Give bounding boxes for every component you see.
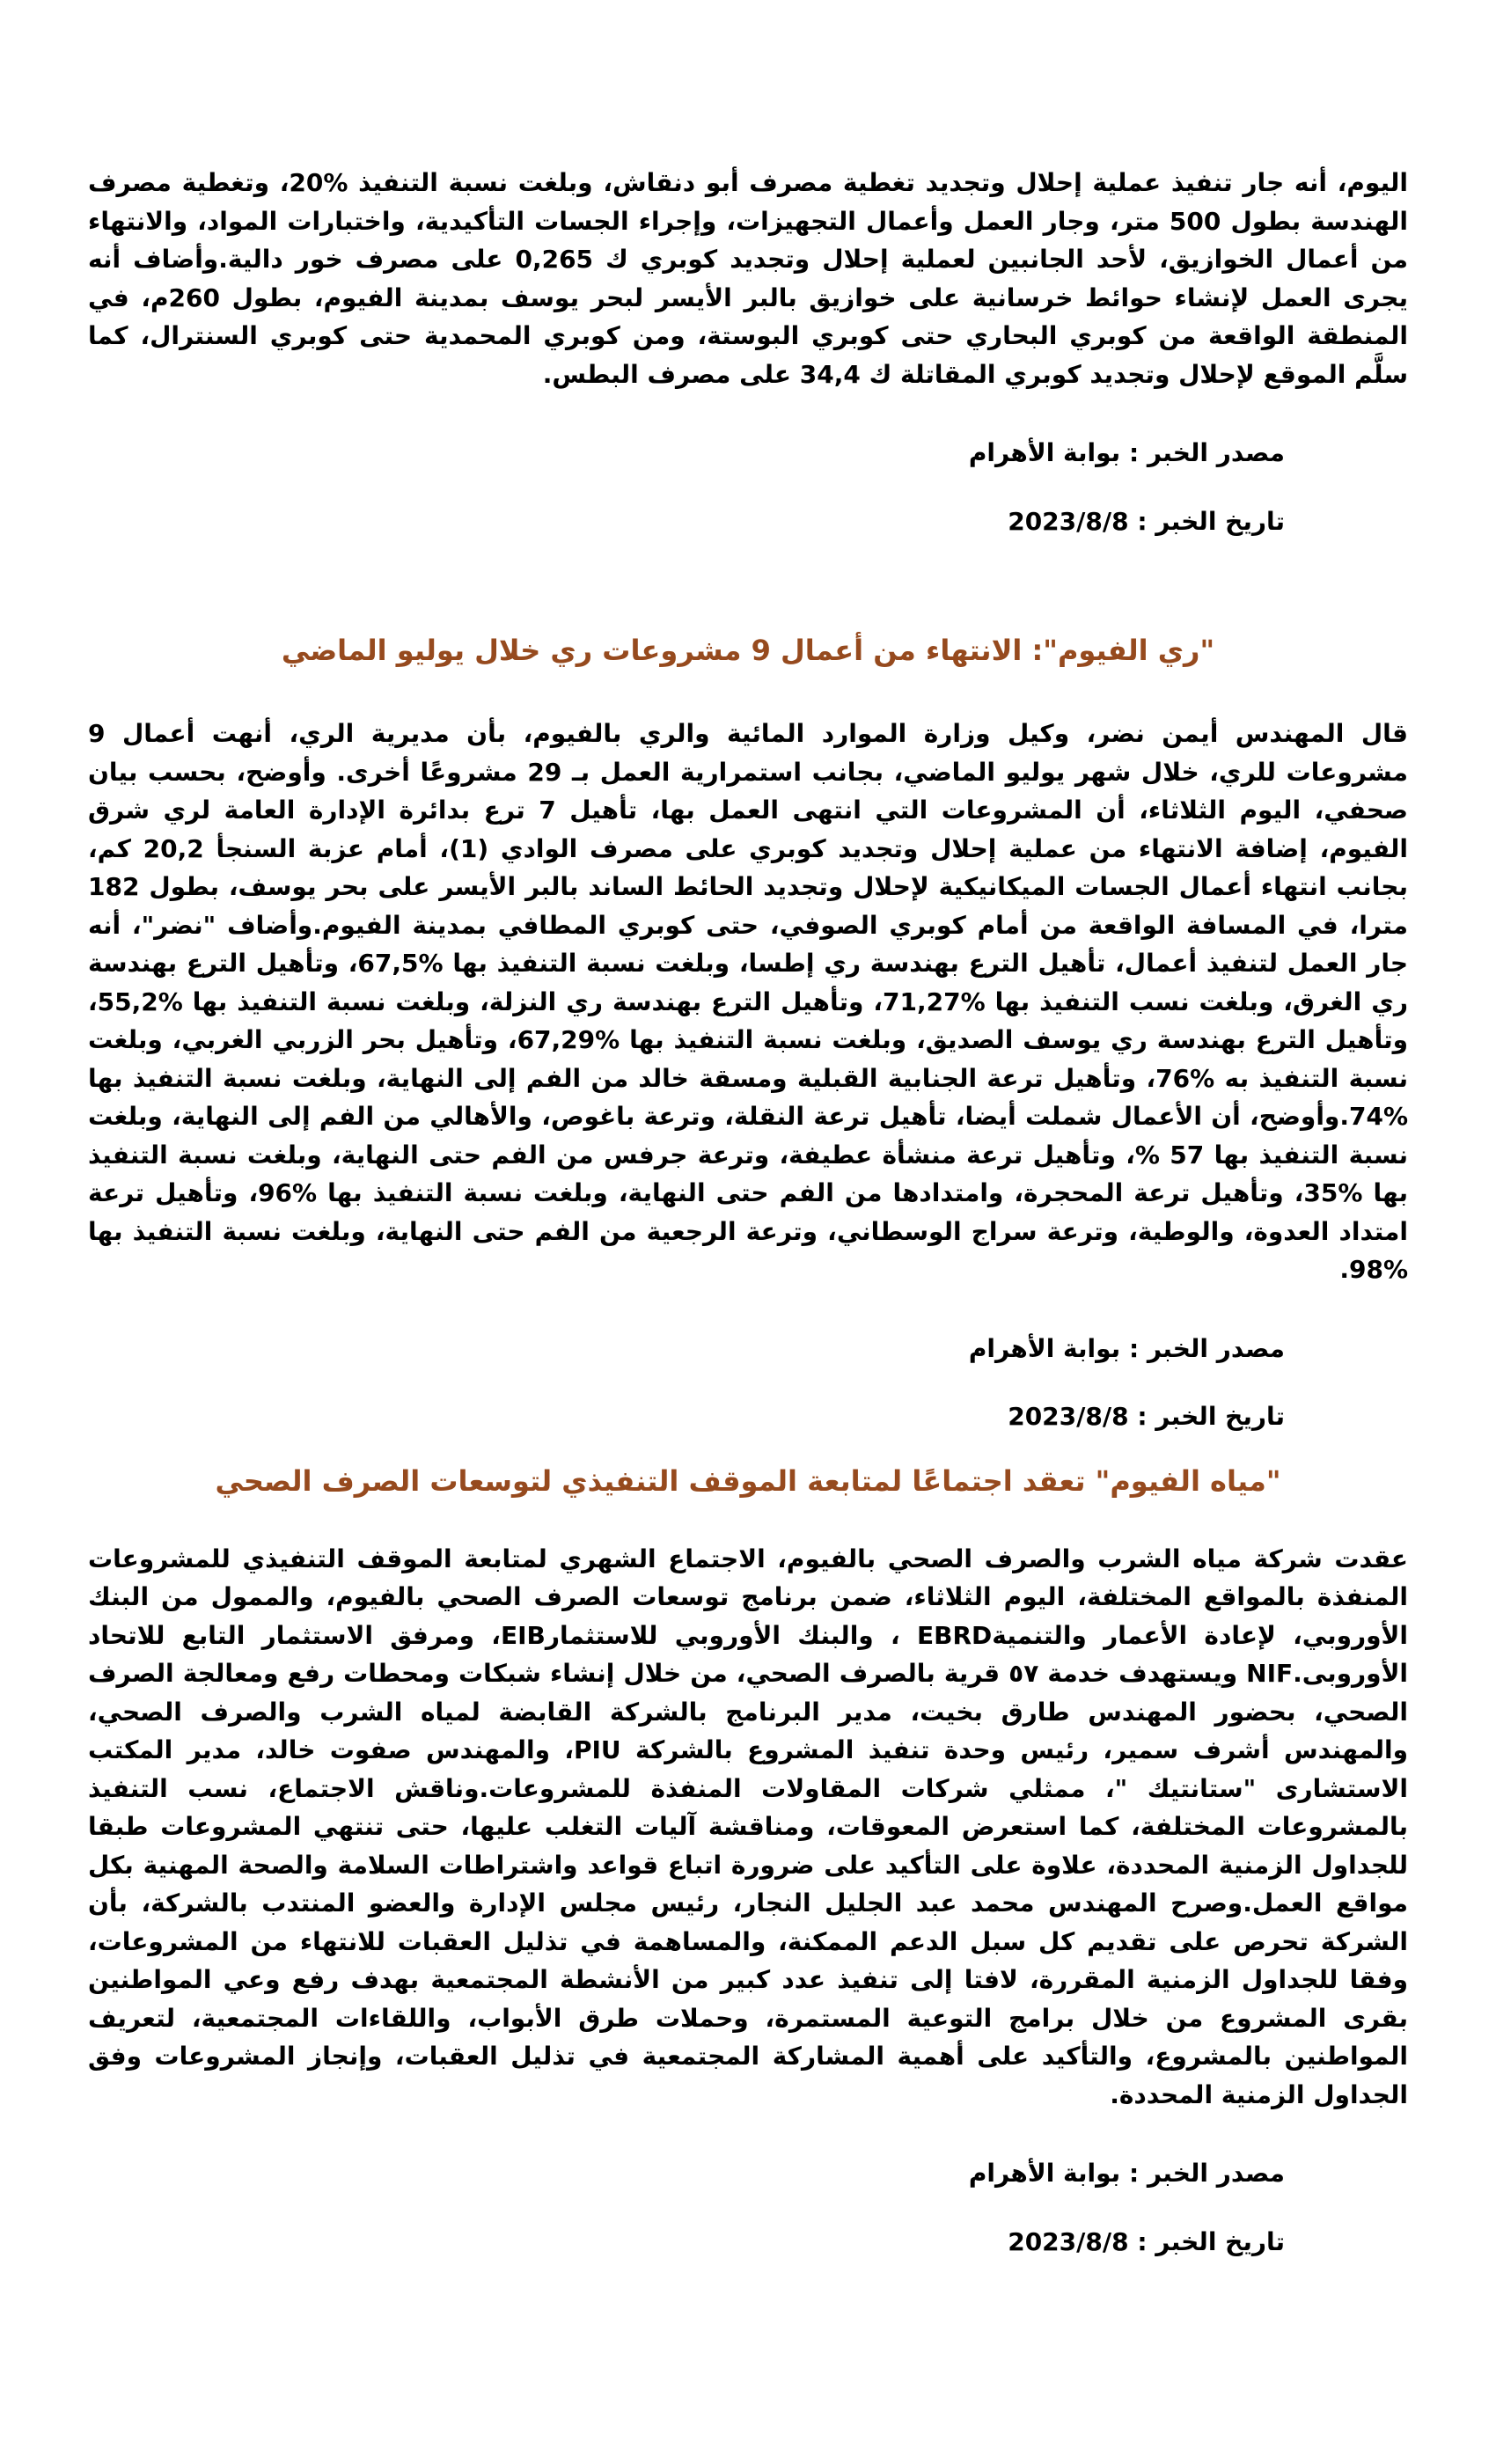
article-1-source-line: مصدر الخبر : بوابة الأهرام (968, 1333, 1285, 1363)
article-0-body: اليوم، أنه جار تنفيذ عملية إحلال وتجديد تغطية مصرف أبو دنقاش، وبلغت نسبة التنفيذ %20، وتغطية مصرف الهندسة بطول 500 متر، وجار العمل وأعمال التجهيزات، وإجراء الجسات التأكيدية، واختبارات المواد، والانتهاء من أعمال الخوازيق، لأحد الجانبين لعملية إحلال وتجديد كوبري ك 0,265 على مصرف خور دالية.وأضاف أنه يجرى العمل لإنشاء حوائط خرسانية على خوازيق بالبر الأيسر لبحر يوسف بمدينة الفيوم، بطول 260م، في المنطقة الواقعة من كوبري البحاري حتى كوبري البوستة، ومن كوبري المحمدية حتى كوبري السنترال، كما سلَّم الموقع لإحلال وتجديد كوبري المقاتلة ك 34,4 على مصرف البطس. (88, 168, 1408, 389)
article-0-source-line: مصدر الخبر : بوابة الأهرام (968, 438, 1285, 467)
article-2-date-line: تاريخ الخبر : 2023/8/8 (1008, 2226, 1285, 2256)
article-1 (88, 630, 1408, 1436)
article-2-headline: "مياه الفيوم" تعقد اجتماعًا لمتابعة الموقف التنفيذي لتوسعات الصرف الصحي (215, 1463, 1281, 1498)
article-2-body: عقدت شركة مياه الشرب والصرف الصحي بالفيوم، الاجتماع الشهري لمتابعة الموقف التنفيذي للمشروعات المنفذة بالمواقع المختلفة، اليوم الثلاثاء، ضمن برنامج توسعات الصرف الصحي بالفيوم، والممول من البنك الأوروبي، لإعادة الأعمار والتنميةEBRD ، والبنك الأوروبي للاستثمارEIB، ومرفق الاستثمار التابع للاتحاد الأوروبى.NIF ويستهدف خدمة ٥٧ قرية بالصرف الصحي، من خلال إنشاء شبكات ومحطات رفع ومعالجة الصرف الصحي، بحضور المهندس طارق بخيت، مدير البرنامج بالشركة القابضة لمياه الشرب والصرف الصحي، والمهندس أشرف سمير، رئيس وحدة تنفيذ المشروع بالشركة PIU، والمهندس صفوت خالد، مدير المكتب الاستشارى "ستانتيك "، ممثلي شركات المقاولات المنفذة للمشروعات.وناقش الاجتماع، نسب التنفيذ بالمشروعات المختلفة، كما استعرض المعوقات، ومناقشة آليات التغلب عليها، حتى تنتهي المشروعات طبقا للجداول الزمنية المحددة، علاوة على التأكيد على ضرورة اتباع قواعد واشتراطات السلامة والصحة المهنية بكل مواقع العمل.وصرح المهندس محمد عبد الجليل النجار، رئيس مجلس الإدارة والعضو المنتدب بالشركة، بأن الشركة تحرص على تقديم كل سبل الدعم الممكنة، والمساهمة في تذليل العقبات للانتهاء من المشروعات، وفقا للجداول الزمنية المقررة، لافتا إلى تنفيذ عدد كبير من الأنشطة المجتمعية بهدف رفع وعي المواطنين بقرى المشروع من خلال برامج التوعية المستمرة، وحملات طرق الأبواب، واللقاءات المجتمعية، لتعريف المواطنين بالمشروع، والتأكيد على أهمية المشاركة المجتمعية في تذليل العقبات، وإنجاز المشروعات وفق الجداول الزمنية المحددة. (88, 1544, 1409, 2109)
article-1-date-line: تاريخ الخبر : 2023/8/8 (1008, 1402, 1285, 1431)
article-0-date-line: تاريخ الخبر : 2023/8/8 (1008, 506, 1285, 536)
article-1-headline: "ري الفيوم": الانتهاء من أعمال 9 مشروعات ري خلال يوليو الماضي (281, 634, 1215, 667)
article-0 (88, 164, 1408, 540)
article-2 (88, 1461, 1408, 2262)
article-2-source-line: مصدر الخبر : بوابة الأهرام (968, 2159, 1285, 2188)
article-1-body: قال المهندس أيمن نضر، وكيل وزارة الموارد المائية والري بالفيوم، بأن مديرية الري، أنهت أعمال 9 مشروعات للري، خلال شهر يوليو الماضي، بجانب استمرارية العمل بـ 29 مشروعًا أخرى. وأوضح، بحسب بيان صحفي، اليوم الثلاثاء، أن المشروعات التي انتهى العمل بها، تأهيل 7 ترع بدائرة الإدارة العامة لري شرق الفيوم، إضافة الانتهاء من عملية إحلال وتجديد كوبري على مصرف الوادي (1)، أمام عزبة السنجأ 20,2 كم، بجانب انتهاء أعمال الجسات الميكانيكية لإحلال وتجديد الحائط الساند بالبر الأيسر على بحر يوسف، بطول 182 مترا، في المسافة الواقعة من أمام كوبري الصوفي، حتى كوبري المطافي بمدينة الفيوم.وأضاف "نضر"، أنه جار العمل لتنفيذ أعمال، تأهيل الترع بهندسة ري إطسا، وبلغت نسبة التنفيذ بها %67,5، وتأهيل الترع بهندسة ري الغرق، وبلغت نسب التنفيذ بها %71,27، وتأهيل الترع بهندسة ري النزلة، وبلغت نسبة التنفيذ بها %55,2، وتأهيل الترع بهندسة ري يوسف الصديق، وبلغت نسبة التنفيذ بها %67,29، وتأهيل بحر الزربي الغربي، وبلغت نسبة التنفيذ به %76، وتأهيل ترعة الجنابية القبلية ومسقة خالد من الفم إلى النهاية، وبلغت نسبة التنفيذ بها %74.وأوضح، أن الأعمال شملت أيضا، تأهيل ترعة النقلة، وترعة باغوص، والأهالي من الفم إلى النهاية، وبلغت نسبة التنفيذ بها 57 %، وتأهيل ترعة منشأة عطيفة، وترعة جرفس من الفم حتى النهاية، وبلغت نسبة التنفيذ بها %35، وتأهيل ترعة المحجرة، وامتدادها من الفم حتى النهاية، وبلغت نسبة التنفيذ بها %96، وتأهيل ترعة امتداد العدوة، والوطية، وترعة سراج الوسطاني، وترعة الرجعية من الفم حتى النهاية، وبلغت نسبة التنفيذ بها %98. (88, 719, 1409, 1284)
